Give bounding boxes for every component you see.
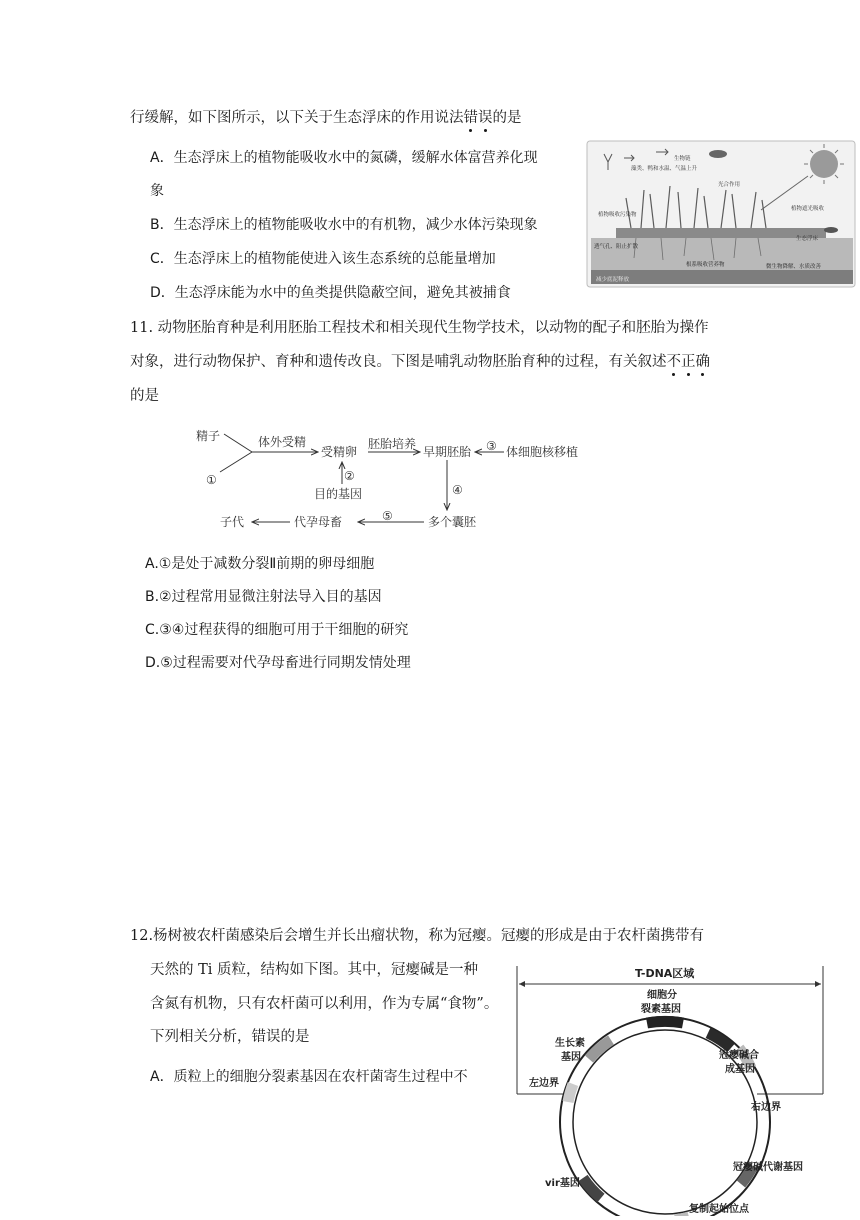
fig-label-sediment: 减少底泥释放 xyxy=(596,277,630,283)
label-opine-catabolism: 冠瘿碱代谢基因 xyxy=(733,1162,803,1173)
label-ivf: 体外受精 xyxy=(258,435,307,449)
fig-label-nutrient: 根系吸收营养物 xyxy=(686,262,725,268)
fig-label-bed: 生态浮床 xyxy=(796,236,819,242)
q10-option-a-cont: 象 xyxy=(150,183,164,199)
node-circle-1: ① xyxy=(206,473,217,487)
q11-option-d: D.⑤过程需要对代孕母畜进行同期发情处理 xyxy=(145,655,411,671)
fig-label-food-chain: 生物链 xyxy=(674,156,691,162)
q10-option-c: C．生态浮床上的植物能使进入该生态系统的总能量增加 xyxy=(150,251,496,267)
label-circle-5: ⑤ xyxy=(382,509,393,523)
q12-stem-line2: 天然的 Ti 质粒，结构如下图。其中，冠瘿碱是一种 xyxy=(150,962,479,978)
node-early-embryo: 早期胚胎 xyxy=(423,445,472,459)
fig-label-plant-cover: 植物遮光吸收 xyxy=(791,206,825,212)
eco-floating-bed-illustration xyxy=(586,140,856,288)
q10-option-a: A．生态浮床上的植物能吸收水中的氮磷，缓解水体富营养化现 xyxy=(150,150,538,166)
fig-label-microbe: 微生物降解、水质改善 xyxy=(766,264,822,270)
node-nuclear-transfer: 体细胞核移植 xyxy=(506,445,579,459)
fig-label-oxygen: 透气孔、阻止扩散 xyxy=(594,244,639,250)
q11-option-a: A.①是处于减数分裂Ⅱ前期的卵母细胞 xyxy=(145,556,375,572)
q12-stem-line4: 下列相关分析，错误的是 xyxy=(150,1029,310,1045)
node-target-gene: 目的基因 xyxy=(314,487,363,501)
label-cytokinin-gene-1: 细胞分 xyxy=(647,990,677,1001)
q11-option-b: B.②过程常用显微注射法导入目的基因 xyxy=(145,589,382,605)
q11-stem-line1: 11. 动物胚胎育种是利用胚胎工程技术和相关现代生物学技术，以动物的配子和胚胎为操作 xyxy=(130,320,709,336)
emphasis-dot-char: 正 xyxy=(681,354,696,370)
emphasis-dot-char: 错 xyxy=(463,110,478,126)
node-offspring: 子代 xyxy=(220,515,245,529)
ti-plasmid-figure xyxy=(505,962,835,1216)
label-opine-synthesis-2: 成基因 xyxy=(725,1064,755,1075)
emphasis-dot-char: 误 xyxy=(478,110,493,126)
q12-option-a: A．质粒上的细胞分裂素基因在农杆菌寄生过程中不 xyxy=(150,1069,468,1085)
label-right-border: 右边界 xyxy=(751,1102,781,1113)
q10-option-d: D．生态浮床能为水中的鱼类提供隐蔽空间，避免其被捕食 xyxy=(150,285,511,301)
label-replication-origin: 复制起始位点 xyxy=(689,1204,749,1215)
emphasis-dot-char: 不 xyxy=(666,354,681,370)
flowchart-svg xyxy=(190,420,610,540)
fig-label-algae: 藻类、鸭和水温、气温上升 xyxy=(631,166,698,172)
q11-stem-line3: 的是 xyxy=(130,388,159,404)
label-auxin-gene-2: 基因 xyxy=(561,1052,581,1063)
q11-stem-line2: 对象，进行动物保护、育种和遗传改良。下图是哺乳动物胚胎育种的过程，有关叙述不正确 xyxy=(130,354,710,370)
embryo-breeding-flowchart xyxy=(190,420,610,540)
label-circle-4: ④ xyxy=(452,483,463,497)
fig-label-plant-absorb: 植物吸收污染物 xyxy=(598,212,637,218)
emphasis-dot-char: 确 xyxy=(695,354,710,370)
node-sperm: 精子 xyxy=(196,429,221,443)
q12-stem-line3: 含氮有机物，只有农杆菌可以利用，作为专属“食物”。 xyxy=(150,996,499,1012)
label-embryo-culture: 胚胎培养 xyxy=(368,437,417,451)
node-zygote: 受精卵 xyxy=(321,445,358,459)
label-cytokinin-gene-2: 裂素基因 xyxy=(641,1004,681,1015)
ti-plasmid-svg xyxy=(505,962,835,1216)
node-surrogate: 代孕母畜 xyxy=(294,515,343,529)
q10-stem: 行缓解，如下图所示，以下关于生态浮床的作用说法错误的是 xyxy=(130,110,522,126)
q11-option-c: C.③④过程获得的细胞可用于干细胞的研究 xyxy=(145,622,409,638)
label-circle-2: ② xyxy=(344,469,355,483)
eco-floating-bed-figure xyxy=(586,140,856,288)
label-vir-gene: vir基因 xyxy=(545,1178,580,1189)
node-blastocysts: 多个囊胚 xyxy=(428,515,477,529)
label-tdna-region: T-DNA区域 xyxy=(635,967,695,980)
fig-label-photosynthesis: 光合作用 xyxy=(718,182,741,188)
label-circle-3: ③ xyxy=(486,439,497,453)
q10-option-b: B．生态浮床上的植物能吸收水中的有机物，减少水体污染现象 xyxy=(150,217,538,233)
label-opine-synthesis-1: 冠瘿碱合 xyxy=(719,1050,759,1061)
label-left-border: 左边界 xyxy=(529,1078,559,1089)
label-auxin-gene-1: 生长素 xyxy=(555,1038,585,1049)
q12-stem-line1: 12.杨树被农杆菌感染后会增生并长出瘤状物，称为冠瘿。冠瘿的形成是由于农杆菌携带有 xyxy=(130,928,705,944)
